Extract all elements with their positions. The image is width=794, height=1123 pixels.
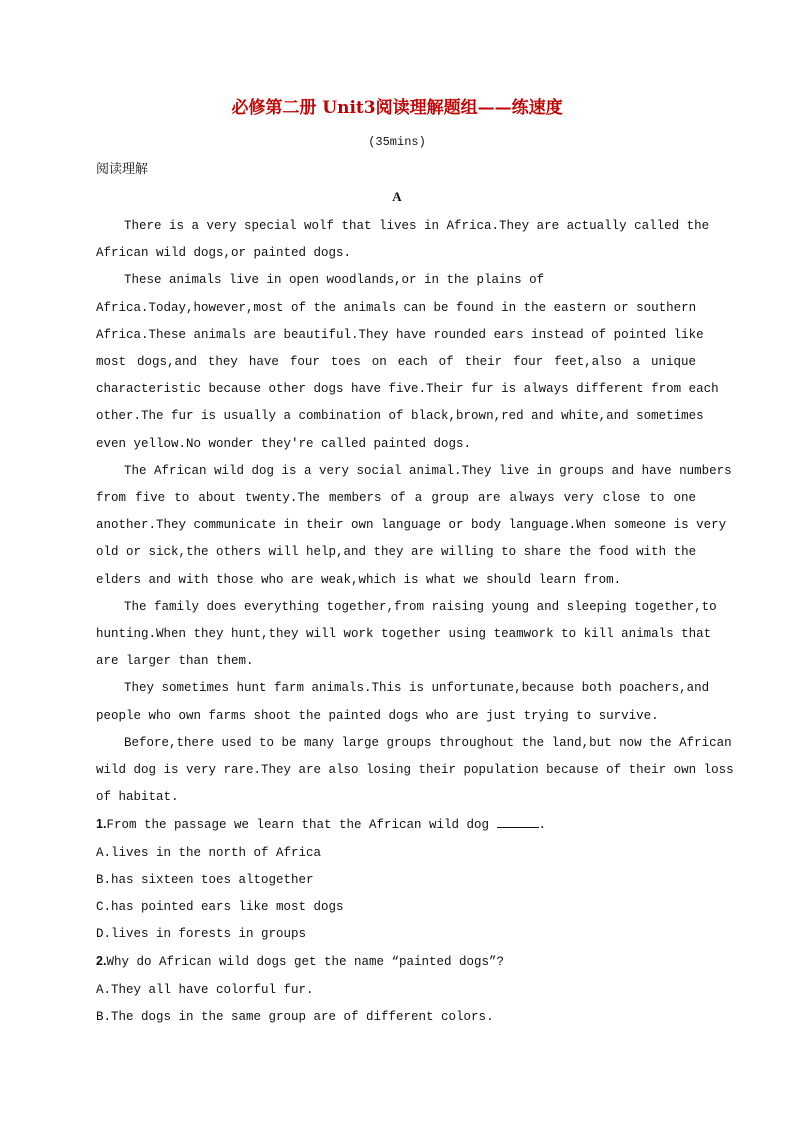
option-d: D.lives in forests in groups — [96, 927, 307, 942]
page-title: 必修第二册 Unit3阅读理解题组——练速度 — [231, 98, 563, 118]
option-a: A.They all have colorful fur. — [96, 982, 314, 997]
paragraph-line: most dogs,and they have four toes on each of their four feet,also a unique — [96, 355, 696, 370]
question-number: 1. — [96, 817, 107, 832]
question-2 — [96, 948, 696, 976]
paragraph-line: The family does everything together,from raising young and sleeping together,to — [124, 599, 717, 614]
paragraph-line: wild dog is very rare.They are also losing their population because of their own loss — [96, 763, 734, 778]
section-label: 阅读理解 — [96, 162, 149, 177]
paragraph-line: These animals live in open woodlands,or in the plains of — [124, 273, 545, 288]
question-stem: Why do African wild dogs get the name “painted dogs”? — [106, 955, 505, 970]
paragraph-line: Africa.These animals are beautiful.They have rounded ears instead of pointed like — [96, 327, 704, 342]
option-b: B.has sixteen toes altogether — [96, 872, 314, 887]
option-b: B.The dogs in the same group are of different colors. — [96, 1009, 494, 1024]
paragraph-line: from five to about twenty.The members of a group are always very close to one — [96, 491, 696, 506]
passage-label: A — [392, 189, 402, 204]
option-c: C.has pointed ears like most dogs — [96, 900, 344, 915]
paragraph-line: There is a very special wolf that lives in Africa.They are actually called the — [124, 219, 710, 233]
paragraph-line: old or sick,the others will help,and they are willing to share the food with the — [96, 545, 697, 560]
paragraph-line: other.The fur is usually a combination of black,brown,red and white,and sometimes — [96, 409, 704, 424]
paragraph-line: The African wild dog is a very social animal.They live in groups and have numbers — [124, 463, 732, 478]
passage-paragraph — [96, 594, 717, 676]
passage-paragraph — [96, 267, 719, 457]
paragraph-line: Before,there used to be many large groups throughout the land,but now the African — [124, 735, 732, 750]
paragraph-line: characteristic because other dogs have five.Their fur is always different from each — [96, 382, 719, 397]
passage-paragraph — [96, 675, 710, 729]
question-stem: From the passage we learn that the African wild dog — [106, 818, 497, 833]
paragraph-line: African wild dogs,or painted dogs. — [96, 246, 352, 261]
paragraph-line: are larger than them. — [96, 654, 254, 669]
passage-paragraph — [96, 458, 732, 594]
paragraph-line: of habitat. — [96, 790, 179, 805]
paragraph-line: people who own farms shoot the painted dogs who are just trying to survive. — [96, 708, 659, 723]
paragraph-line: another.They communicate in their own language or body language.When someone is very — [96, 518, 727, 533]
option-a: A.lives in the north of Africa — [96, 845, 322, 860]
paragraph-line: Africa.Today,however,most of the animals can be found in the eastern or southern — [96, 300, 697, 315]
question-stem-end: . — [538, 818, 547, 833]
paragraph-line: They sometimes hunt farm animals.This is unfortunate,because both poachers,and — [124, 681, 710, 696]
time-note: (35mins) — [368, 135, 426, 149]
paragraph-line: hunting.When they hunt,they will work together using teamwork to kill animals that — [96, 627, 712, 642]
passage-paragraph — [96, 730, 734, 812]
question-number: 2. — [96, 954, 107, 969]
passage-paragraph — [96, 213, 710, 267]
question-1 — [96, 811, 696, 839]
answer-blank — [497, 815, 539, 828]
passage-body — [96, 213, 734, 1031]
paragraph-line: even yellow.No wonder they're called painted dogs. — [96, 436, 472, 451]
paragraph-line: elders and with those who are weak,which is what we should learn from. — [96, 572, 622, 587]
